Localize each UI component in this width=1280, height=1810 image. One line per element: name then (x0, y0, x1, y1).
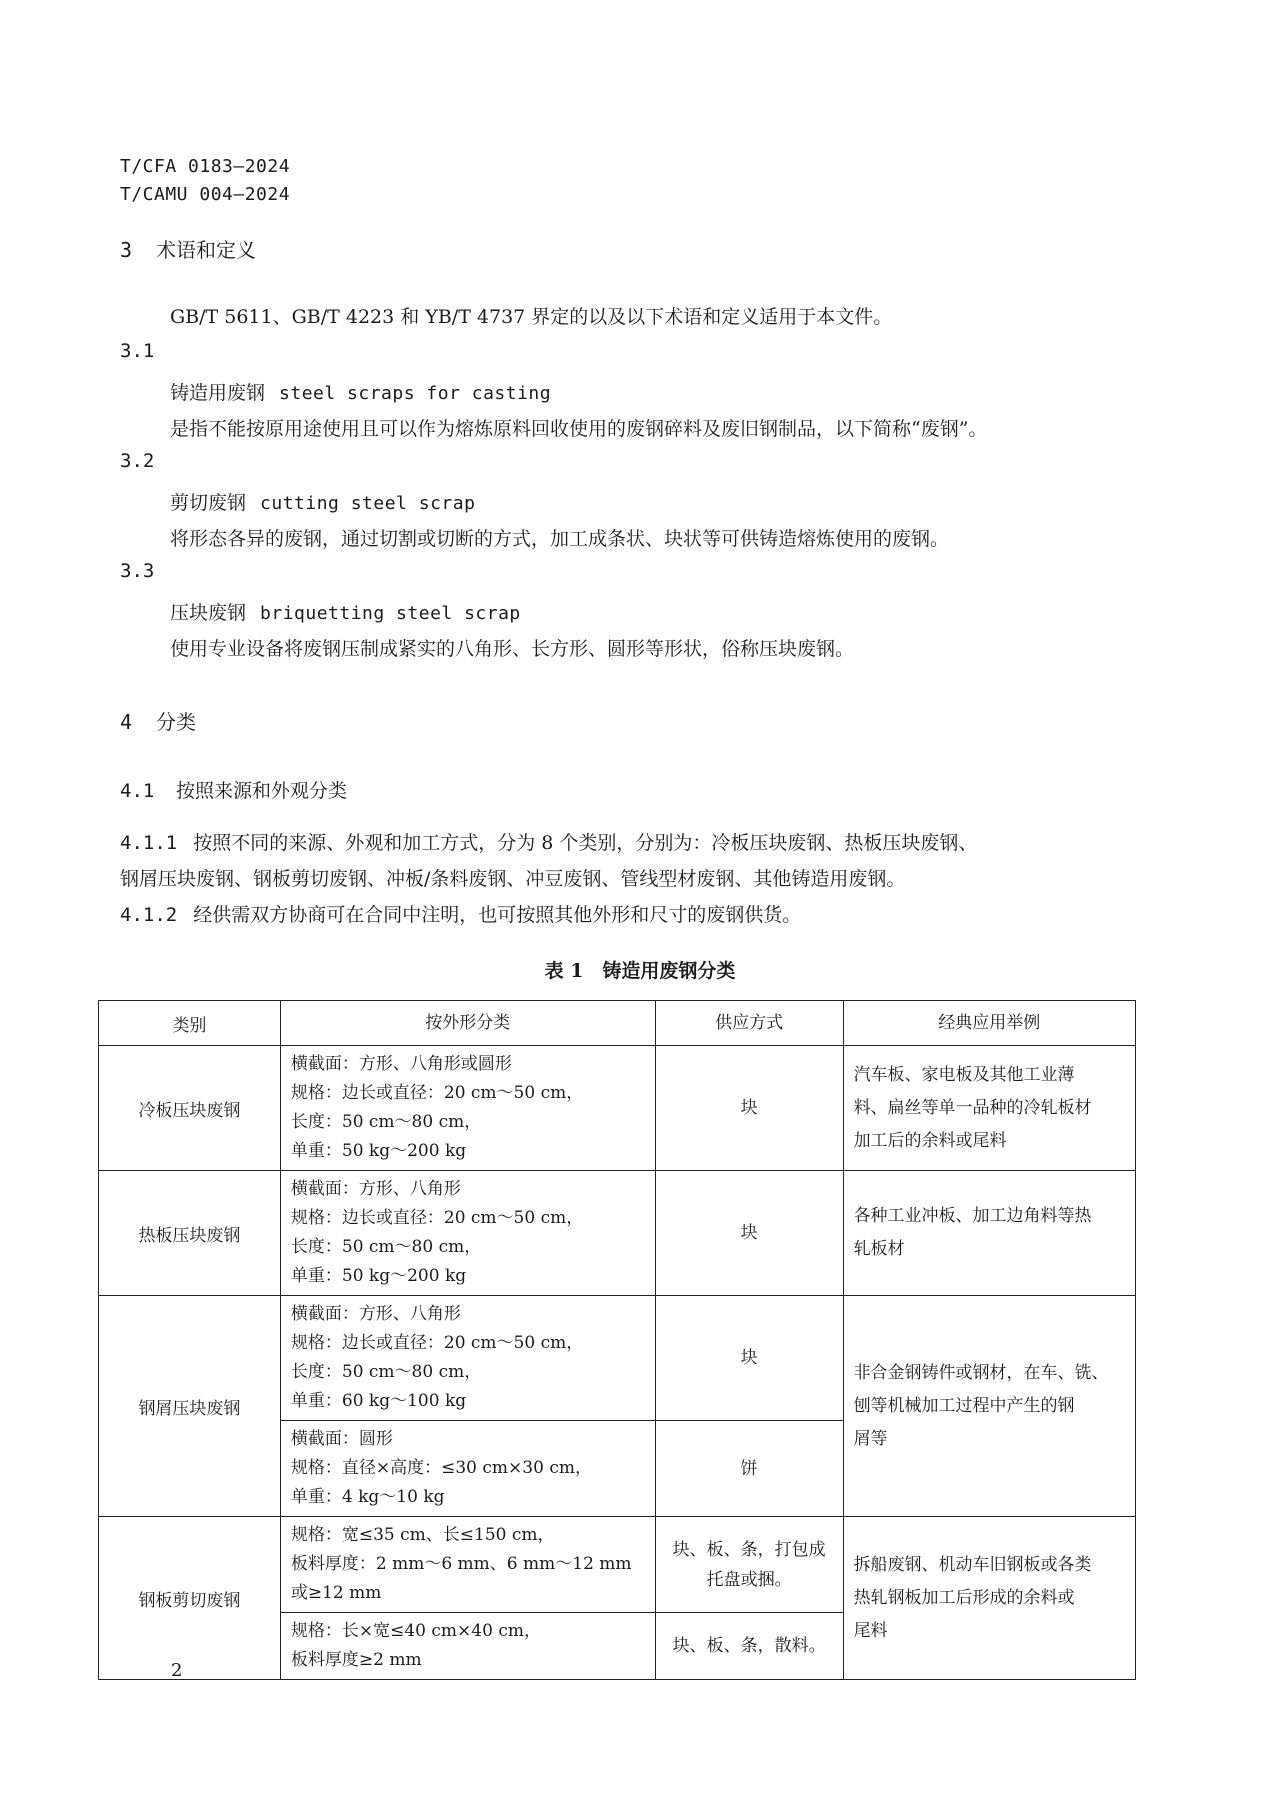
term-chinese: 剪切废钢 (170, 492, 247, 514)
clause-number: 4.1.2 (120, 904, 178, 926)
term-english: steel scraps for casting (279, 383, 552, 404)
cell-category: 冷板压块废钢 (99, 1046, 281, 1171)
clause-text-line1: 按照不同的来源、外观和加工方式，分为 8 个类别，分别为：冷板压块废钢、热板压块废钢、 (193, 832, 978, 854)
clause-text: 经供需双方协商可在合同中注明，也可按照其他外形和尺寸的废钢供货。 (193, 904, 802, 926)
shape-line: 或≥12 mm (290, 1583, 382, 1603)
term-english: cutting steel scrap (260, 493, 476, 514)
clause-4-1-1-continued: 钢屑压块废钢、钢板剪切废钢、冲板/条料废钢、冲豆废钢、管线型材废钢、其他铸造用废钢。 (120, 868, 906, 890)
cell-example (843, 1171, 1135, 1296)
shape-line: 规格：边长或直径：20 cm～50 cm， (290, 1333, 584, 1353)
section-title: 术语和定义 (156, 238, 256, 262)
cell-supply: 块 (655, 1046, 843, 1171)
term-english: briquetting steel scrap (260, 603, 521, 624)
section-title: 分类 (156, 710, 196, 734)
term-entry (170, 488, 475, 515)
clause-4-1-1 (120, 828, 977, 855)
cell-example (843, 1296, 1135, 1517)
header-example: 经典应用举例 (843, 1001, 1135, 1046)
example-line: 加工后的余料或尾料 (853, 1130, 1007, 1151)
cell-supply: 块 (655, 1296, 843, 1421)
term-number: 3.2 (120, 450, 155, 472)
cell-supply: 块 (655, 1171, 843, 1296)
cell-supply: 饼 (655, 1421, 843, 1517)
classification-table (98, 1000, 1136, 1680)
shape-line: 横截面：方形、八角形 (290, 1179, 461, 1199)
example-line: 非合金钢铸件或钢材，在车、铣、 (853, 1362, 1109, 1383)
shape-line: 横截面：圆形 (290, 1429, 393, 1449)
cell-category: 热板压块废钢 (99, 1171, 281, 1296)
clause-number: 4.1.1 (120, 832, 178, 854)
section-3-intro: GB/T 5611、GB/T 4223 和 YB/T 4737 界定的以及以下术语和定义适用于本文件。 (170, 306, 893, 328)
page-number: 2 (171, 1660, 183, 1681)
section-3-heading (120, 234, 256, 263)
supply-line: 块、板、条，打包成 (672, 1539, 826, 1560)
shape-line: 规格：宽≤35 cm、长≤150 cm， (290, 1525, 555, 1545)
cell-shape (280, 1296, 655, 1421)
cell-category: 钢屑压块废钢 (99, 1296, 281, 1517)
table-header-row (99, 1001, 1136, 1046)
cell-shape (280, 1421, 655, 1517)
table-caption: 表 1 铸造用废钢分类 (544, 960, 736, 982)
subsection-title: 按照来源和外观分类 (176, 780, 348, 802)
example-line: 拆船废钢、机动车旧钢板或各类 (853, 1554, 1092, 1575)
example-line: 料、扁丝等单一品种的冷轧板材 (853, 1097, 1092, 1118)
term-entry (170, 598, 521, 625)
example-line: 轧板材 (853, 1239, 905, 1259)
shape-line: 规格：长×宽≤40 cm×40 cm， (290, 1621, 541, 1641)
term-entry (170, 378, 551, 405)
shape-line: 横截面：方形、八角形 (290, 1304, 461, 1324)
term-definition: 使用专业设备将废钢压制成紧实的八角形、长方形、圆形等形状，俗称压块废钢。 (170, 638, 855, 660)
cell-supply: 块、板、条，散料。 (655, 1613, 843, 1680)
shape-line: 单重：60 kg～100 kg (290, 1391, 467, 1411)
example-line: 汽车板、家电板及其他工业薄 (853, 1064, 1075, 1085)
table-row (99, 1296, 1136, 1421)
shape-line: 单重：50 kg～200 kg (290, 1141, 467, 1161)
subsection-number: 4.1 (120, 780, 155, 802)
subsection-4-1-heading (120, 776, 347, 803)
cell-shape (280, 1517, 655, 1613)
shape-line: 横截面：方形、八角形或圆形 (290, 1054, 512, 1074)
term-chinese: 压块废钢 (170, 602, 247, 624)
header-category: 类别 (99, 1001, 281, 1046)
term-number: 3.3 (120, 560, 155, 582)
shape-line: 规格：边长或直径：20 cm～50 cm， (290, 1083, 584, 1103)
term-definition: 将形态各异的废钢，通过切割或切断的方式，加工成条状、块状等可供铸造熔炼使用的废钢。 (170, 528, 950, 550)
shape-line: 规格：直径×高度：≤30 cm×30 cm， (290, 1458, 592, 1478)
shape-line: 规格：边长或直径：20 cm～50 cm， (290, 1208, 584, 1228)
example-line: 热轧钢板加工后形成的余料或 (853, 1587, 1075, 1608)
shape-line: 单重：4 kg～10 kg (290, 1487, 445, 1507)
cell-example (843, 1046, 1135, 1171)
cell-supply (655, 1517, 843, 1613)
cell-shape (280, 1613, 655, 1680)
shape-line: 长度：50 cm～80 cm， (290, 1362, 482, 1382)
shape-line: 单重：50 kg～200 kg (290, 1266, 467, 1286)
term-chinese: 铸造用废钢 (170, 382, 266, 404)
term-definition: 是指不能按原用途使用且可以作为熔炼原料回收使用的废钢碎料及废旧钢制品，以下简称“废钢”。 (170, 418, 988, 440)
shape-line: 长度：50 cm～80 cm， (290, 1112, 482, 1132)
section-number: 4 (120, 710, 133, 734)
cell-example (843, 1517, 1135, 1680)
shape-line: 板料厚度≥2 mm (290, 1650, 422, 1670)
table-row (99, 1046, 1136, 1171)
table-row (99, 1517, 1136, 1613)
example-line: 各种工业冲板、加工边角料等热 (853, 1206, 1092, 1226)
term-number: 3.1 (120, 340, 155, 362)
example-line: 屑等 (853, 1428, 888, 1449)
header-shape: 按外形分类 (280, 1001, 655, 1046)
cell-category: 钢板剪切废钢 (99, 1517, 281, 1680)
shape-line: 板料厚度：2 mm～6 mm、6 mm～12 mm (290, 1554, 632, 1574)
example-line: 刨等机械加工过程中产生的钢 (853, 1395, 1075, 1416)
section-4-heading (120, 706, 196, 735)
cell-shape (280, 1046, 655, 1171)
example-line: 尾料 (853, 1620, 888, 1641)
clause-4-1-2 (120, 900, 801, 927)
table-row (99, 1171, 1136, 1296)
supply-line: 托盘或捆。 (706, 1569, 792, 1590)
header-supply: 供应方式 (655, 1001, 843, 1046)
standard-code-1: T/CFA 0183—2024 (120, 156, 291, 177)
section-number: 3 (120, 238, 133, 262)
cell-shape (280, 1171, 655, 1296)
standard-code-2: T/CAMU 004—2024 (120, 184, 291, 205)
shape-line: 长度：50 cm～80 cm， (290, 1237, 482, 1257)
